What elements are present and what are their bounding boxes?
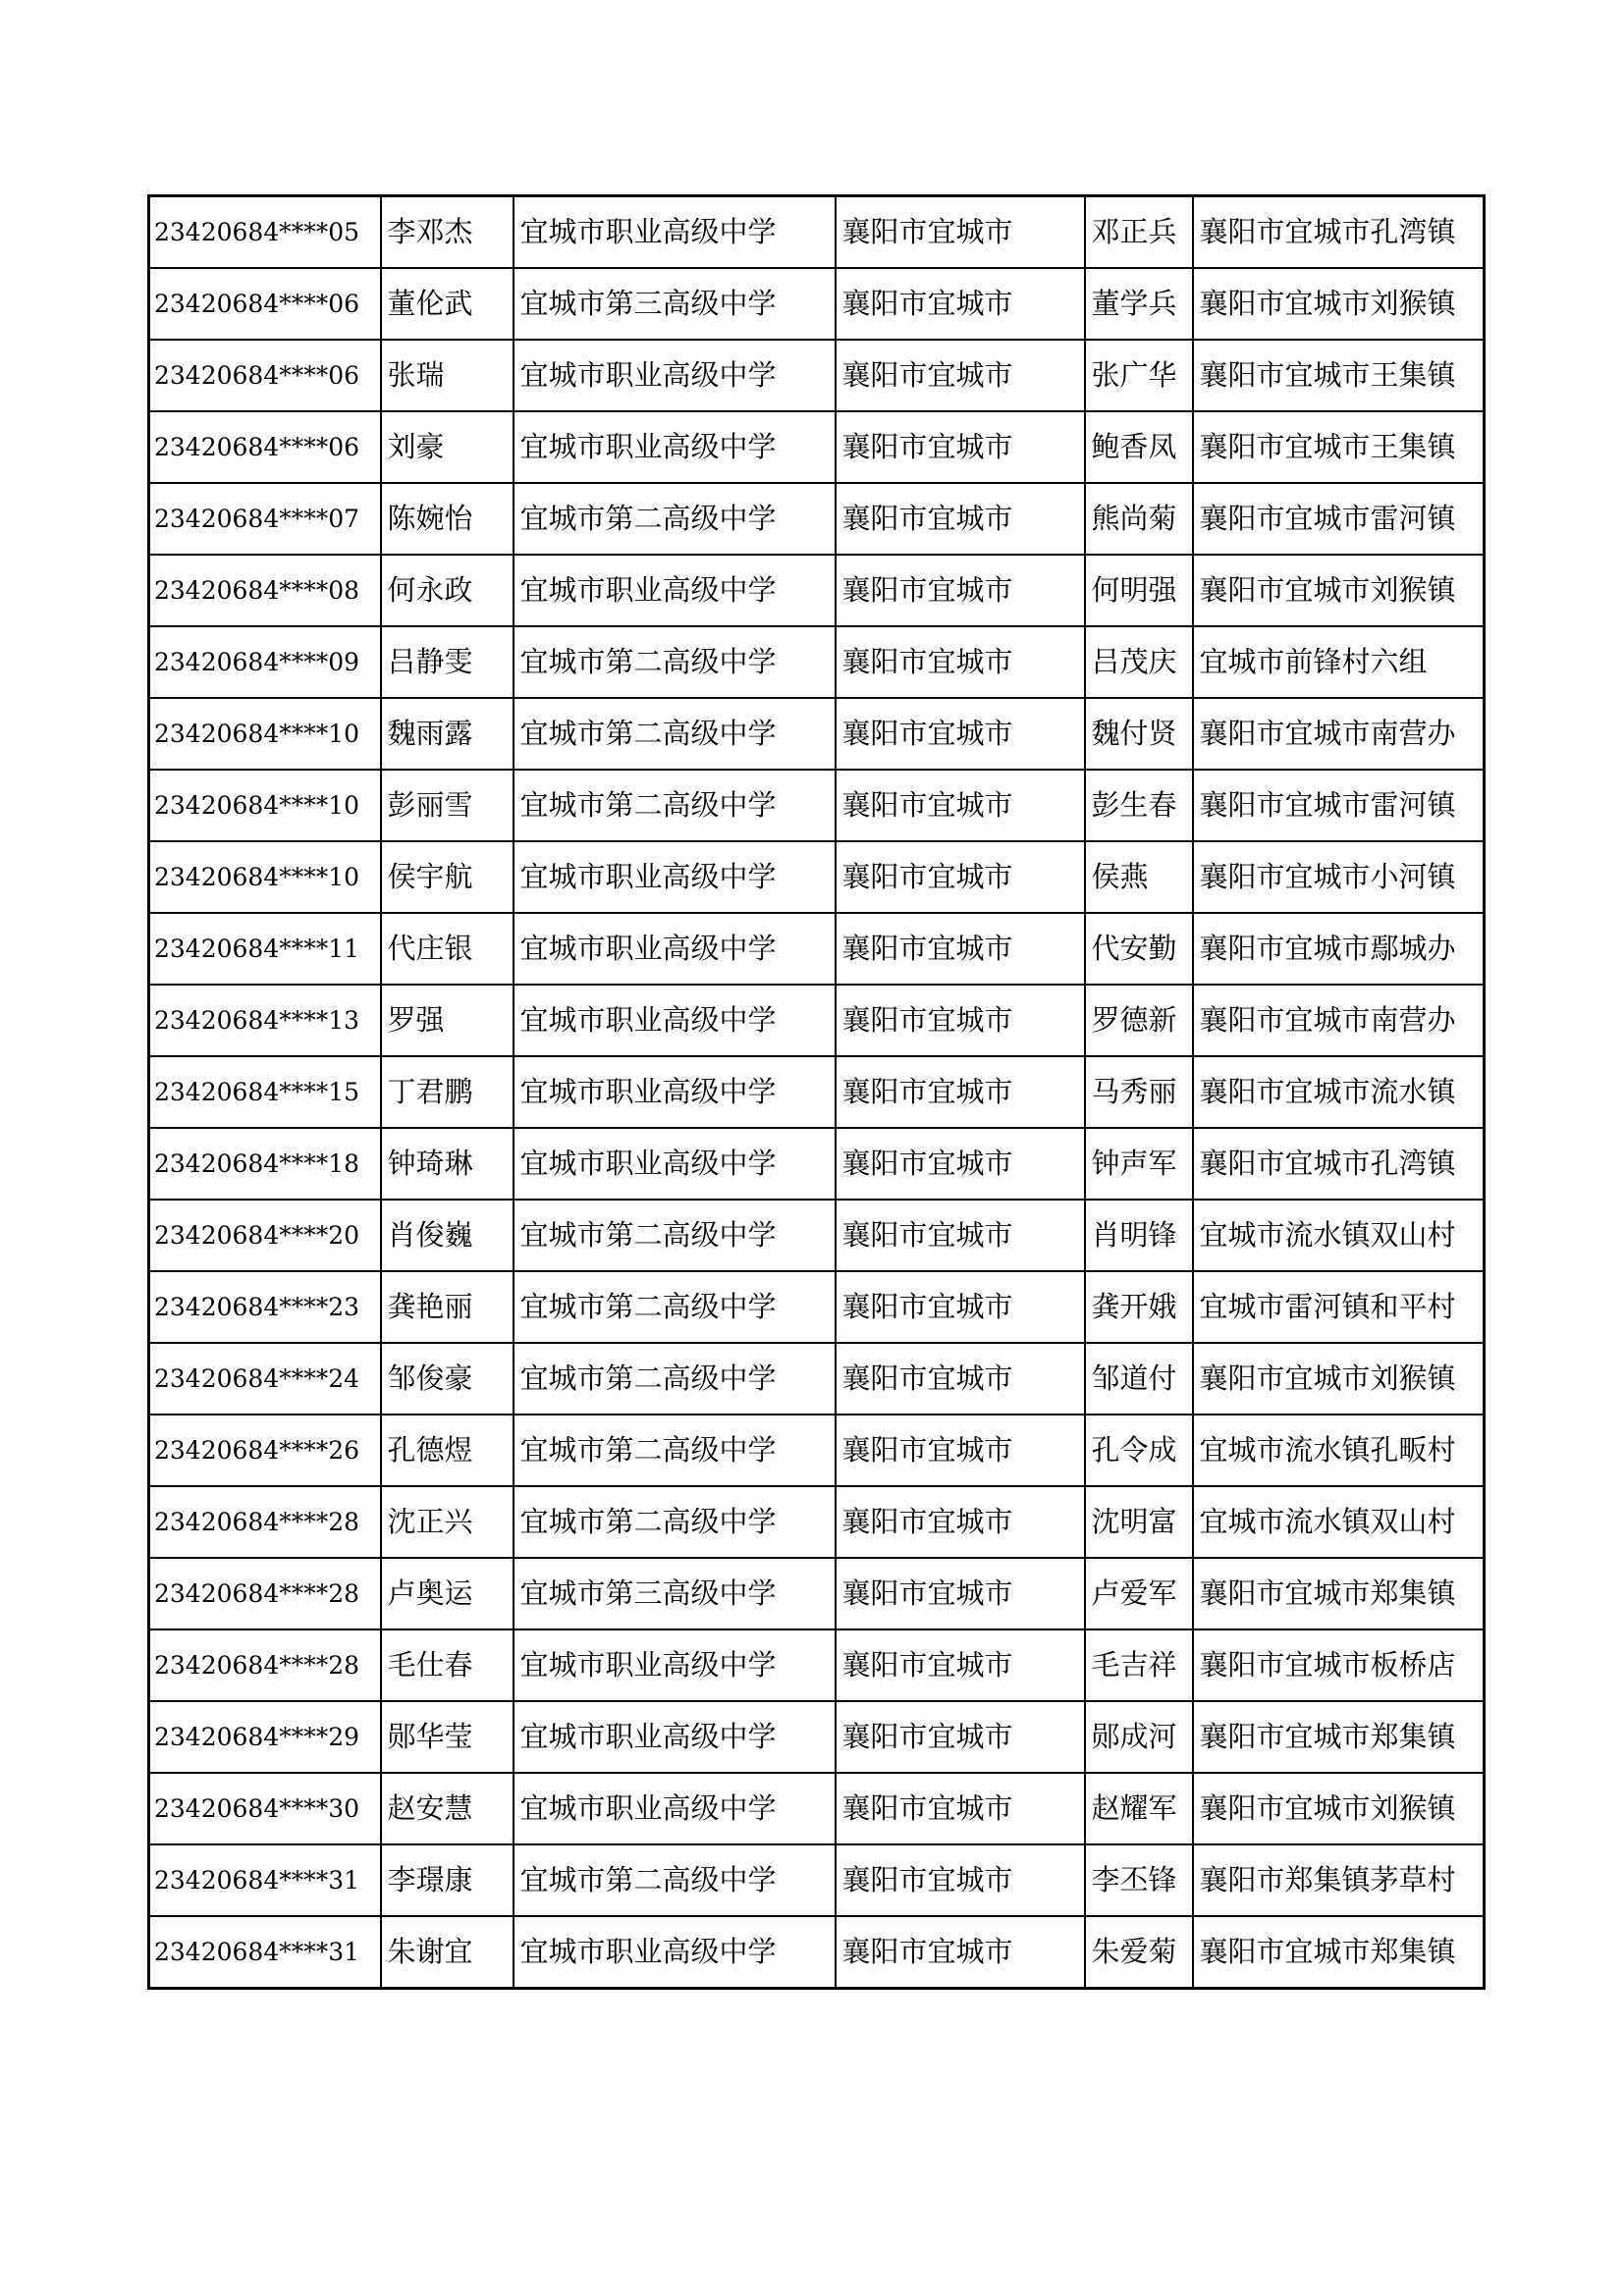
address-cell: 襄阳市宜城市郑集镇 — [1193, 1916, 1485, 1989]
school-cell: 宜城市职业高级中学 — [514, 1056, 836, 1128]
city-cell: 襄阳市宜城市 — [836, 913, 1085, 985]
table-row — [149, 770, 1485, 841]
city-cell: 襄阳市宜城市 — [836, 411, 1085, 483]
table-row — [149, 1271, 1485, 1343]
table-row — [149, 1629, 1485, 1701]
guardian-name-cell: 马秀丽 — [1085, 1056, 1193, 1128]
student-id-cell: 23420684****11 — [149, 913, 381, 985]
address-cell: 襄阳市宜城市刘猴镇 — [1193, 1343, 1485, 1415]
student-name-cell: 孔德煜 — [381, 1415, 514, 1486]
guardian-name-cell: 董学兵 — [1085, 268, 1193, 340]
student-name-cell: 沈正兴 — [381, 1486, 514, 1558]
school-cell: 宜城市第二高级中学 — [514, 1486, 836, 1558]
address-cell: 宜城市流水镇双山村 — [1193, 1200, 1485, 1271]
guardian-name-cell: 吕茂庆 — [1085, 626, 1193, 698]
school-cell: 宜城市职业高级中学 — [514, 985, 836, 1056]
table-row — [149, 411, 1485, 483]
city-cell: 襄阳市宜城市 — [836, 1773, 1085, 1844]
student-id-cell: 23420684****07 — [149, 483, 381, 555]
school-cell: 宜城市第二高级中学 — [514, 770, 836, 841]
address-cell: 襄阳市宜城市南营办 — [1193, 698, 1485, 770]
student-name-cell: 何永政 — [381, 555, 514, 626]
address-cell: 襄阳市宜城市刘猴镇 — [1193, 555, 1485, 626]
guardian-name-cell: 何明强 — [1085, 555, 1193, 626]
guardian-name-cell: 邓正兵 — [1085, 196, 1193, 269]
city-cell: 襄阳市宜城市 — [836, 1486, 1085, 1558]
student-id-cell: 23420684****15 — [149, 1056, 381, 1128]
city-cell: 襄阳市宜城市 — [836, 841, 1085, 913]
table-row — [149, 555, 1485, 626]
school-cell: 宜城市第三高级中学 — [514, 1558, 836, 1629]
address-cell: 襄阳市宜城市孔湾镇 — [1193, 1128, 1485, 1200]
student-id-cell: 23420684****23 — [149, 1271, 381, 1343]
student-id-cell: 23420684****31 — [149, 1916, 381, 1989]
student-name-cell: 董伦武 — [381, 268, 514, 340]
guardian-name-cell: 张广华 — [1085, 340, 1193, 411]
address-cell: 襄阳市宜城市刘猴镇 — [1193, 1773, 1485, 1844]
city-cell: 襄阳市宜城市 — [836, 1558, 1085, 1629]
student-roster-table — [147, 194, 1486, 1990]
guardian-name-cell: 魏付贤 — [1085, 698, 1193, 770]
roster-body — [149, 196, 1485, 1989]
table-row — [149, 1486, 1485, 1558]
address-cell: 襄阳市宜城市鄢城办 — [1193, 913, 1485, 985]
student-name-cell: 丁君鹏 — [381, 1056, 514, 1128]
student-name-cell: 吕静雯 — [381, 626, 514, 698]
guardian-name-cell: 沈明富 — [1085, 1486, 1193, 1558]
school-cell: 宜城市职业高级中学 — [514, 1701, 836, 1773]
address-cell: 襄阳市宜城市王集镇 — [1193, 411, 1485, 483]
student-id-cell: 23420684****13 — [149, 985, 381, 1056]
address-cell: 襄阳市宜城市郑集镇 — [1193, 1701, 1485, 1773]
student-id-cell: 23420684****28 — [149, 1486, 381, 1558]
student-id-cell: 23420684****28 — [149, 1629, 381, 1701]
city-cell: 襄阳市宜城市 — [836, 1056, 1085, 1128]
student-name-cell: 朱谢宜 — [381, 1916, 514, 1989]
city-cell: 襄阳市宜城市 — [836, 1271, 1085, 1343]
city-cell: 襄阳市宜城市 — [836, 268, 1085, 340]
table-row — [149, 483, 1485, 555]
school-cell: 宜城市第三高级中学 — [514, 268, 836, 340]
student-name-cell: 肖俊巍 — [381, 1200, 514, 1271]
document-page — [147, 194, 1483, 1990]
guardian-name-cell: 邹道付 — [1085, 1343, 1193, 1415]
school-cell: 宜城市职业高级中学 — [514, 340, 836, 411]
guardian-name-cell: 朱爱菊 — [1085, 1916, 1193, 1989]
city-cell: 襄阳市宜城市 — [836, 1916, 1085, 1989]
address-cell: 宜城市流水镇孔畈村 — [1193, 1415, 1485, 1486]
address-cell: 襄阳市宜城市王集镇 — [1193, 340, 1485, 411]
student-name-cell: 张瑞 — [381, 340, 514, 411]
guardian-name-cell: 毛吉祥 — [1085, 1629, 1193, 1701]
student-id-cell: 23420684****24 — [149, 1343, 381, 1415]
school-cell: 宜城市职业高级中学 — [514, 1773, 836, 1844]
guardian-name-cell: 代安勤 — [1085, 913, 1193, 985]
city-cell: 襄阳市宜城市 — [836, 1200, 1085, 1271]
table-row — [149, 1916, 1485, 1989]
student-name-cell: 郧华莹 — [381, 1701, 514, 1773]
address-cell: 襄阳市宜城市板桥店 — [1193, 1629, 1485, 1701]
student-name-cell: 陈婉怡 — [381, 483, 514, 555]
student-id-cell: 23420684****18 — [149, 1128, 381, 1200]
guardian-name-cell: 卢爱军 — [1085, 1558, 1193, 1629]
city-cell: 襄阳市宜城市 — [836, 340, 1085, 411]
student-name-cell: 毛仕春 — [381, 1629, 514, 1701]
student-id-cell: 23420684****29 — [149, 1701, 381, 1773]
address-cell: 襄阳市宜城市孔湾镇 — [1193, 196, 1485, 269]
guardian-name-cell: 肖明锋 — [1085, 1200, 1193, 1271]
student-name-cell: 钟琦琳 — [381, 1128, 514, 1200]
school-cell: 宜城市职业高级中学 — [514, 1128, 836, 1200]
school-cell: 宜城市职业高级中学 — [514, 913, 836, 985]
table-row — [149, 985, 1485, 1056]
school-cell: 宜城市职业高级中学 — [514, 1916, 836, 1989]
school-cell: 宜城市第二高级中学 — [514, 1415, 836, 1486]
address-cell: 襄阳市宜城市雷河镇 — [1193, 770, 1485, 841]
student-id-cell: 23420684****31 — [149, 1844, 381, 1916]
guardian-name-cell: 赵耀军 — [1085, 1773, 1193, 1844]
address-cell: 宜城市前锋村六组 — [1193, 626, 1485, 698]
guardian-name-cell: 钟声军 — [1085, 1128, 1193, 1200]
table-row — [149, 913, 1485, 985]
guardian-name-cell: 侯燕 — [1085, 841, 1193, 913]
address-cell: 宜城市流水镇双山村 — [1193, 1486, 1485, 1558]
school-cell: 宜城市职业高级中学 — [514, 555, 836, 626]
city-cell: 襄阳市宜城市 — [836, 985, 1085, 1056]
school-cell: 宜城市职业高级中学 — [514, 196, 836, 269]
address-cell: 襄阳市宜城市刘猴镇 — [1193, 268, 1485, 340]
address-cell: 襄阳市郑集镇茅草村 — [1193, 1844, 1485, 1916]
school-cell: 宜城市职业高级中学 — [514, 411, 836, 483]
table-row — [149, 698, 1485, 770]
student-name-cell: 刘豪 — [381, 411, 514, 483]
city-cell: 襄阳市宜城市 — [836, 555, 1085, 626]
student-id-cell: 23420684****20 — [149, 1200, 381, 1271]
student-id-cell: 23420684****10 — [149, 841, 381, 913]
student-name-cell: 代庄银 — [381, 913, 514, 985]
student-id-cell: 23420684****10 — [149, 770, 381, 841]
student-name-cell: 彭丽雪 — [381, 770, 514, 841]
guardian-name-cell: 熊尚菊 — [1085, 483, 1193, 555]
student-id-cell: 23420684****09 — [149, 626, 381, 698]
student-name-cell: 李邓杰 — [381, 196, 514, 269]
city-cell: 襄阳市宜城市 — [836, 770, 1085, 841]
guardian-name-cell: 罗德新 — [1085, 985, 1193, 1056]
student-id-cell: 23420684****06 — [149, 411, 381, 483]
table-row — [149, 340, 1485, 411]
school-cell: 宜城市第二高级中学 — [514, 626, 836, 698]
table-row — [149, 1701, 1485, 1773]
student-id-cell: 23420684****05 — [149, 196, 381, 269]
student-name-cell: 龚艳丽 — [381, 1271, 514, 1343]
school-cell: 宜城市职业高级中学 — [514, 1629, 836, 1701]
address-cell: 襄阳市宜城市小河镇 — [1193, 841, 1485, 913]
table-row — [149, 1415, 1485, 1486]
guardian-name-cell: 孔令成 — [1085, 1415, 1193, 1486]
school-cell: 宜城市第二高级中学 — [514, 1271, 836, 1343]
city-cell: 襄阳市宜城市 — [836, 698, 1085, 770]
school-cell: 宜城市职业高级中学 — [514, 841, 836, 913]
table-row — [149, 1343, 1485, 1415]
city-cell: 襄阳市宜城市 — [836, 626, 1085, 698]
guardian-name-cell: 郧成河 — [1085, 1701, 1193, 1773]
table-row — [149, 1056, 1485, 1128]
school-cell: 宜城市第二高级中学 — [514, 698, 836, 770]
school-cell: 宜城市第二高级中学 — [514, 483, 836, 555]
student-name-cell: 赵安慧 — [381, 1773, 514, 1844]
guardian-name-cell: 彭生春 — [1085, 770, 1193, 841]
student-name-cell: 邹俊豪 — [381, 1343, 514, 1415]
guardian-name-cell: 鲍香凤 — [1085, 411, 1193, 483]
city-cell: 襄阳市宜城市 — [836, 1629, 1085, 1701]
student-id-cell: 23420684****26 — [149, 1415, 381, 1486]
table-row — [149, 1128, 1485, 1200]
student-name-cell: 侯宇航 — [381, 841, 514, 913]
table-row — [149, 626, 1485, 698]
table-row — [149, 1200, 1485, 1271]
student-id-cell: 23420684****06 — [149, 268, 381, 340]
student-id-cell: 23420684****08 — [149, 555, 381, 626]
table-row — [149, 196, 1485, 269]
student-name-cell: 罗强 — [381, 985, 514, 1056]
city-cell: 襄阳市宜城市 — [836, 1343, 1085, 1415]
guardian-name-cell: 李丕锋 — [1085, 1844, 1193, 1916]
city-cell: 襄阳市宜城市 — [836, 196, 1085, 269]
table-row — [149, 268, 1485, 340]
student-id-cell: 23420684****06 — [149, 340, 381, 411]
address-cell: 襄阳市宜城市流水镇 — [1193, 1056, 1485, 1128]
address-cell: 襄阳市宜城市郑集镇 — [1193, 1558, 1485, 1629]
school-cell: 宜城市第二高级中学 — [514, 1844, 836, 1916]
address-cell: 襄阳市宜城市雷河镇 — [1193, 483, 1485, 555]
city-cell: 襄阳市宜城市 — [836, 1415, 1085, 1486]
table-row — [149, 1844, 1485, 1916]
student-name-cell: 李璟康 — [381, 1844, 514, 1916]
student-name-cell: 魏雨露 — [381, 698, 514, 770]
city-cell: 襄阳市宜城市 — [836, 483, 1085, 555]
table-row — [149, 1773, 1485, 1844]
guardian-name-cell: 龚开娥 — [1085, 1271, 1193, 1343]
address-cell: 宜城市雷河镇和平村 — [1193, 1271, 1485, 1343]
student-name-cell: 卢奥运 — [381, 1558, 514, 1629]
school-cell: 宜城市第二高级中学 — [514, 1200, 836, 1271]
city-cell: 襄阳市宜城市 — [836, 1128, 1085, 1200]
student-id-cell: 23420684****30 — [149, 1773, 381, 1844]
table-row — [149, 1558, 1485, 1629]
school-cell: 宜城市第二高级中学 — [514, 1343, 836, 1415]
address-cell: 襄阳市宜城市南营办 — [1193, 985, 1485, 1056]
city-cell: 襄阳市宜城市 — [836, 1701, 1085, 1773]
student-id-cell: 23420684****28 — [149, 1558, 381, 1629]
table-row — [149, 841, 1485, 913]
student-id-cell: 23420684****10 — [149, 698, 381, 770]
city-cell: 襄阳市宜城市 — [836, 1844, 1085, 1916]
